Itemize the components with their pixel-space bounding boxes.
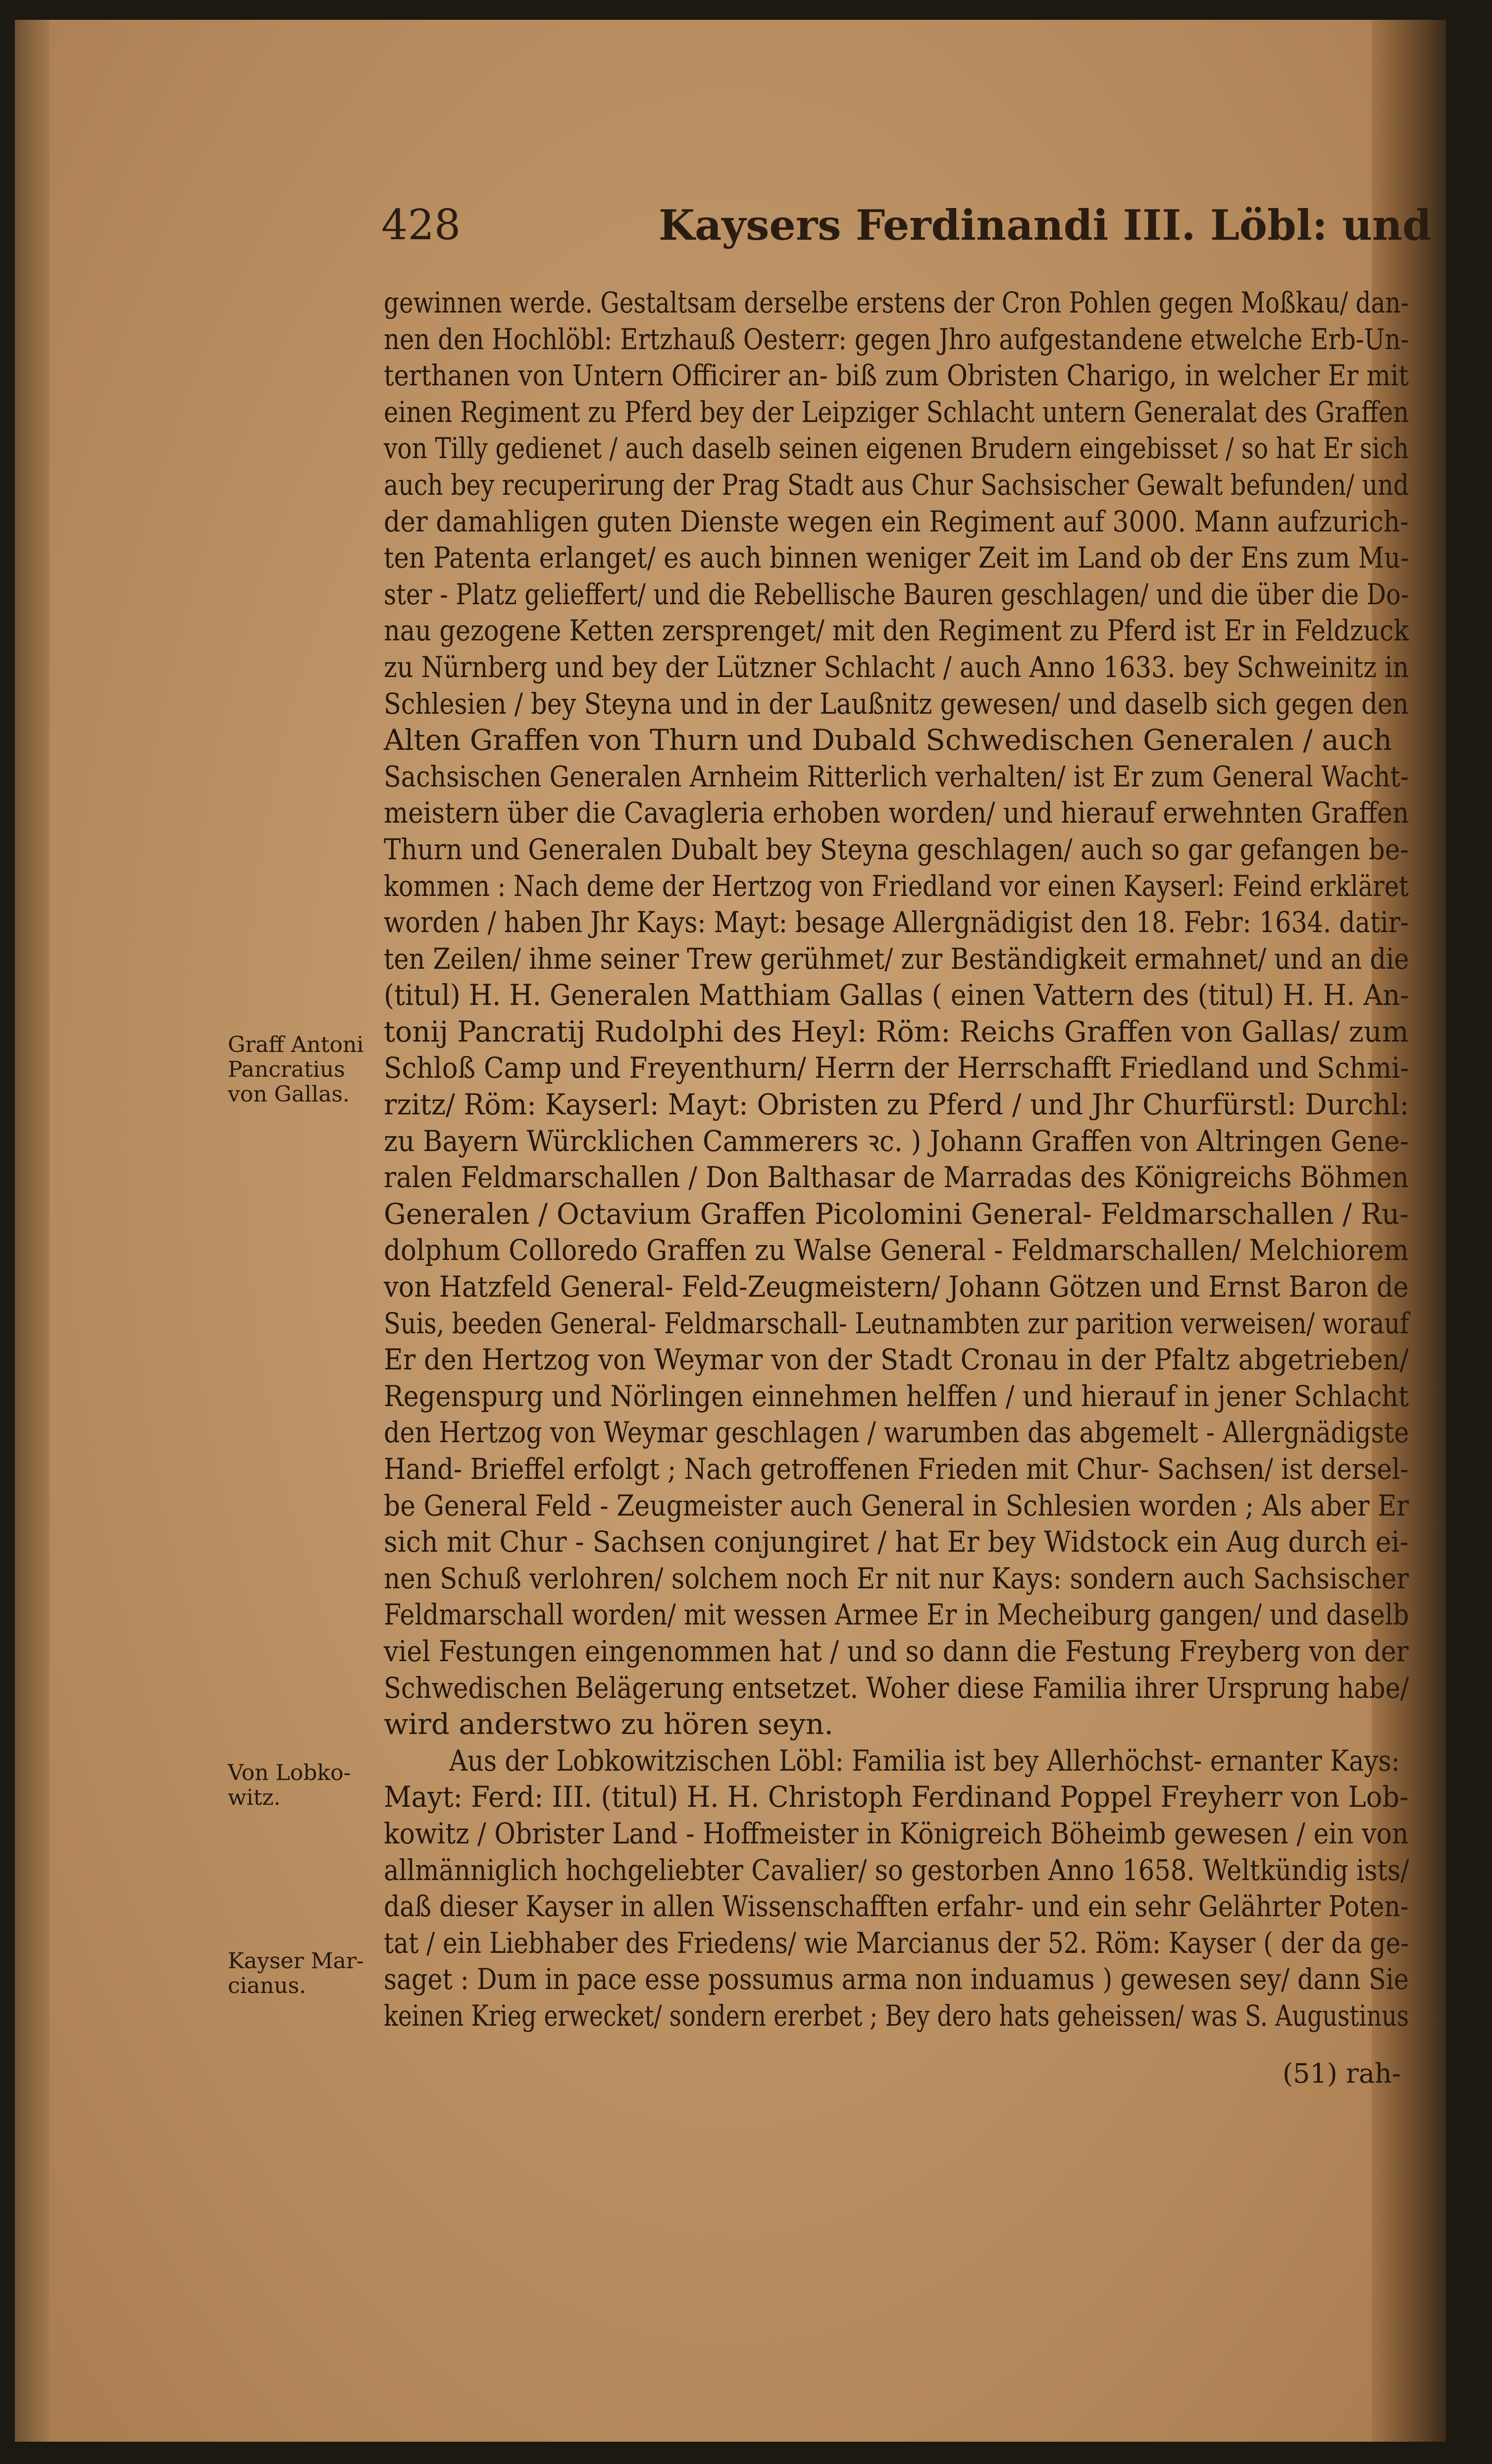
text-line: Feldmarschall worden/ mit wessen Armee Er in Mecheiburg gangen/ und daselb: [384, 1598, 1409, 1632]
text-line: zu Bayern Würcklichen Cammerers ꝛc. ) Johann Graffen von Altringen Gene-: [384, 1124, 1409, 1158]
margin-note-line: cianus.: [228, 1973, 307, 1998]
text-line: rzitz/ Röm: Kayserl: Mayt: Obristen zu Pferd / und Jhr Churfürstl: Durchl:: [384, 1088, 1409, 1122]
text-line: nen den Hochlöbl: Ertzhauß Oesterr: gegen Jhro aufgestandene etwelche Erb-Un-: [384, 322, 1409, 356]
text-line: auch bey recuperirung der Prag Stadt aus Chur Sachsischer Gewalt befunden/ und: [384, 468, 1409, 502]
text-line: Mayt: Ferd: III. (titul) H. H. Christoph Ferdinand Poppel Freyherr von Lob-: [384, 1780, 1409, 1814]
margin-note-lobkowitz: [228, 1761, 376, 1810]
text-line: Aus der Lobkowitzischen Löbl: Familia ist bey Allerhöchst- ernanter Kays:: [449, 1743, 1400, 1778]
text-line: ster - Platz gelieffert/ und die Rebellische Bauren geschlagen/ und die über die Do-: [384, 577, 1409, 611]
text-line: Regenspurg und Nörlingen einnehmen helffen / und hierauf in jener Schlacht: [384, 1379, 1409, 1413]
text-line: saget : Dum in pace esse possumus arma non induamus ) gewesen sey/ dann Sie: [384, 1962, 1409, 1996]
text-line: einen Regiment zu Pferd bey der Leipziger Schlacht untern Generalat des Graffen: [384, 395, 1409, 429]
text-line: Schloß Camp und Freyenthurn/ Herrn der Herrschafft Friedland und Schmi-: [384, 1051, 1409, 1085]
text-line: sich mit Chur - Sachsen conjungiret / hat Er bey Widstock ein Aug durch ei-: [384, 1525, 1409, 1559]
text-line: tat / ein Liebhaber des Friedens/ wie Marcianus der 52. Röm: Kayser ( der da ge-: [384, 1926, 1409, 1960]
text-line: ralen Feldmarschallen / Don Balthasar de Marradas des Königreichs Böhmen: [384, 1160, 1409, 1195]
margin-note-line: Graff Antoni: [228, 1032, 364, 1057]
running-title: Kaysers Ferdinandi III. Löbl: und: [659, 201, 1432, 250]
text-line: wird anderstwo zu hören seyn.: [384, 1707, 833, 1741]
text-line: Alten Graffen von Thurn und Dubald Schwedischen Generalen / auch: [384, 723, 1392, 757]
catchword: (51) rah-: [1283, 2058, 1401, 2089]
text-line: der damahligen guten Dienste wegen ein Regiment auf 3000. Mann aufzurich-: [384, 504, 1409, 538]
text-line: ten Zeilen/ ihme seiner Trew gerühmet/ zur Beständigkeit ermahnet/ und an die: [384, 942, 1409, 976]
text-line: Suis, beeden General- Feldmarschall- Leutnambten zur parition verweisen/ worauf: [384, 1306, 1409, 1340]
text-line: allmänniglich hochgeliebter Cavalier/ so gestorben Anno 1658. Weltkündig ists/: [384, 1853, 1409, 1887]
text-line: nen Schuß verlohren/ solchem noch Er nit nur Kays: sondern auch Sachsischer: [384, 1561, 1409, 1595]
body-text: [384, 285, 1409, 2035]
text-line: von Tilly gedienet / auch daselb seinen eigenen Brudern eingebisset / so hat Er sich: [384, 431, 1409, 466]
text-line: Sachsischen Generalen Arnheim Ritterlich verhalten/ ist Er zum General Wacht-: [384, 759, 1409, 793]
text-line: Generalen / Octavium Graffen Picolomini General- Feldmarschallen / Ru-: [384, 1197, 1409, 1231]
running-head: [381, 201, 1432, 255]
margin-note-line: Von Lobko-: [228, 1760, 351, 1785]
text-line: Schlesien / bey Steyna und in der Laußnitz gewesen/ und daselb sich gegen den: [384, 686, 1409, 721]
text-line: terthanen von Untern Officirer an- biß zum Obristen Charigo, in welcher Er mit: [384, 359, 1409, 393]
text-line: Er den Hertzog von Weymar von der Stadt Cronau in der Pfaltz abgetrieben/: [384, 1343, 1409, 1377]
margin-note-line: witz.: [228, 1785, 281, 1810]
margin-note-gallas: [228, 1033, 376, 1107]
text-line: tonij Pancratij Rudolphi des Heyl: Röm: Reichs Graffen von Gallas/ zum: [384, 1014, 1409, 1049]
text-line: von Hatzfeld General- Feld-Zeugmeistern/ Johann Götzen und Ernst Baron de: [384, 1270, 1409, 1304]
text-line: Schwedischen Belägerung entsetzet. Woher diese Familia ihrer Ursprung habe/: [384, 1671, 1409, 1705]
text-line: daß dieser Kayser in allen Wissenschafften erfahr- und ein sehr Gelährter Poten-: [384, 1889, 1409, 1924]
page-number: 428: [381, 201, 461, 249]
text-line: be General Feld - Zeugmeister auch General in Schlesien worden ; Als aber Er: [384, 1488, 1409, 1522]
page-edge: [15, 20, 50, 2442]
margin-note-line: Kayser Mar-: [228, 1948, 364, 1974]
text-line: Thurn und Generalen Dubalt bey Steyna geschlagen/ auch so gar gefangen be-: [384, 832, 1409, 866]
margin-note-marcianus: [228, 1949, 376, 1998]
text-line: zu Nürnberg und bey der Lützner Schlacht / auch Anno 1633. bey Schweinitz in: [384, 650, 1409, 684]
margin-note-line: von Gallas.: [228, 1082, 350, 1107]
text-line: dolphum Colloredo Graffen zu Walse General - Feldmarschallen/ Melchiorem: [384, 1233, 1409, 1267]
text-line: kommen : Nach deme der Hertzog von Friedland vor einen Kayserl: Feind erkläret: [384, 869, 1409, 903]
text-line: kowitz / Obrister Land - Hoffmeister in Königreich Böheimb gewesen / ein von: [384, 1816, 1409, 1850]
text-line: den Hertzog von Weymar geschlagen / warumben das abgemelt - Allergnädigste: [384, 1415, 1409, 1450]
text-line: (titul) H. H. Generalen Matthiam Gallas ( einen Vattern des (titul) H. H. An-: [384, 978, 1409, 1012]
text-line: gewinnen werde. Gestaltsam derselbe erstens der Cron Pohlen gegen Moßkau/ dan-: [384, 286, 1409, 319]
text-line: nau gezogene Ketten zersprenget/ mit den Regiment zu Pferd ist Er in Feldzuck: [384, 614, 1409, 648]
text-line: meistern über die Cavagleria erhoben worden/ und hierauf erwehnten Graffen: [384, 796, 1409, 830]
margin-note-line: Pancratius: [228, 1057, 345, 1082]
text-line: Hand- Brieffel erfolgt ; Nach getroffenen Frieden mit Chur- Sachsen/ ist dersel-: [384, 1452, 1409, 1486]
text-line: ten Patenta erlanget/ es auch binnen weniger Zeit im Land ob der Ens zum Mu-: [384, 541, 1409, 575]
text-line: viel Festungen eingenommen hat / und so dann die Festung Freyberg von der: [384, 1634, 1409, 1668]
text-line: keinen Krieg erwecket/ sondern ererbet ; Bey dero hats geheissen/ was S. Augustinus: [384, 1998, 1409, 2033]
text-line: worden / haben Jhr Kays: Mayt: besage Allergnädigist den 18. Febr: 1634. datir-: [384, 905, 1409, 940]
